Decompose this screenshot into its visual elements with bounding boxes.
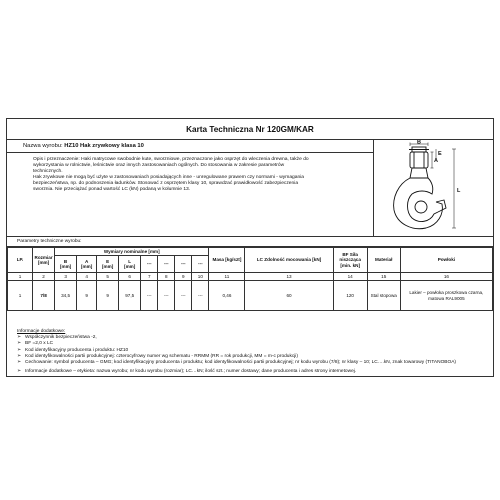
hook-drawing <box>374 140 493 237</box>
col-number: 6 <box>119 273 141 281</box>
header-rozmiar: Rozmiar [mm] <box>33 248 55 273</box>
dim-label-l: L <box>457 188 461 194</box>
col-number: 7 <box>141 273 158 281</box>
header-dim: --- <box>158 256 175 273</box>
product-name-label: Nazwa wyrobu: <box>23 143 63 149</box>
params-title: Parametry techniczne wyrobu: <box>7 237 493 247</box>
cell-dim: 97,5 <box>119 281 141 311</box>
cell-rozmiar: 7/8 <box>33 281 55 311</box>
bullet-arrow-icon: ➢ <box>17 360 22 366</box>
description-line: Opis i przeznaczenie: Haki matrycowe swobodnie kute, sworzniowe, przeznaczone jako osprzęt do wleczenia drewna, także do <box>33 157 309 162</box>
col-number: 14 <box>333 273 367 281</box>
cell-bf: 120 <box>333 281 367 311</box>
col-number: 13 <box>245 273 333 281</box>
table-row <box>8 281 493 311</box>
col-number: 1 <box>8 273 33 281</box>
list-item: ➢ BF =2,0 x LC <box>17 341 54 347</box>
header-lc: LC Zdolność mocowania [kN] <box>245 248 333 273</box>
col-number: 16 <box>400 273 492 281</box>
cell-lp: 1 <box>8 281 33 311</box>
bullet-arrow-icon: ➢ <box>17 369 22 375</box>
header-dim: A [mm] <box>77 256 97 273</box>
cell-material: Stal stopowa <box>367 281 400 311</box>
product-description <box>7 153 374 237</box>
hook-neck <box>410 168 428 178</box>
sheet-title: Karta Techniczna Nr 120GM/KAR <box>7 119 493 140</box>
header-masa: Masa [kg/szt] <box>209 248 245 273</box>
dim-label-e: E <box>438 151 442 157</box>
description-line: technicznych. <box>33 168 63 174</box>
col-number: 10 <box>192 273 209 281</box>
notes-heading: Informacje dodatkowe: <box>17 329 66 334</box>
hook-clevis <box>410 152 428 168</box>
product-name: HZ10 Hak zrywkowy klasa 10 <box>64 143 144 149</box>
col-number: 4 <box>77 273 97 281</box>
header-powloki: Powłoki <box>400 248 492 273</box>
cell-dim: --- <box>175 281 192 311</box>
header-wymiary: Wymiary nominalne [mm] <box>55 248 209 256</box>
description-line: sworznia. Nie przeciążać ponad wartość LC (kN) podaną w kolumnie 13. <box>33 186 191 192</box>
cell-dim: 34,5 <box>55 281 77 311</box>
col-number: 3 <box>55 273 77 281</box>
cell-dim: --- <box>192 281 209 311</box>
col-number: 15 <box>367 273 400 281</box>
cell-powloki: Lakier – powłoka proszkowa czarna, matowa RAL9005 <box>400 281 492 311</box>
hook-drawing-svg <box>374 140 493 237</box>
col-number: 9 <box>175 273 192 281</box>
list-item: ➢ Kod identyfikowalności partii produkcyjnej: czterocyfrowy numer wg schematu - RRMM (RR = rok produkcji, MM = m-c produkcji) <box>17 353 298 359</box>
header-lp: LP. <box>8 248 33 273</box>
header-dim: --- <box>175 256 192 273</box>
header-dim: --- <box>141 256 158 273</box>
bullet-arrow-icon: ➢ <box>17 347 22 353</box>
list-item: ➢ Cechowanie: symbol producenta – GMG; kod identyfikacyjny producenta i produktu; kod identyfikowalności partii produkcyjnej; nr kodu wyrobu (7/8); nr klasy – 10; LC….kN, znak towarowy (TITANOBOA) <box>17 360 457 366</box>
cell-lc: 60 <box>245 281 333 311</box>
additional-info <box>7 329 493 375</box>
cell-dim: --- <box>158 281 175 311</box>
header-dim: L [mm] <box>119 256 141 273</box>
col-number: 2 <box>33 273 55 281</box>
bullet-arrow-icon: ➢ <box>17 341 22 347</box>
bullet-arrow-icon: ➢ <box>17 353 22 359</box>
description-line: wykorzystania w rolnictwie, leśnictwie oraz innych zastosowaniach ogólnych. Do stosowania w zakresie parametrów <box>33 162 285 168</box>
cell-dim: 9 <box>77 281 97 311</box>
header-bf: BF Siła niszcząca [min. kN] <box>333 248 367 273</box>
product-name-row <box>7 140 374 153</box>
description-line: bezpieczeństwa, np. do podnoszenia ładunków. Stosować z osprzętem klasy 10, sprawdzać prawidłowość zabezpieczenia <box>33 180 299 186</box>
header-dim: E [mm] <box>97 256 119 273</box>
params-table <box>7 247 493 311</box>
col-number: 8 <box>158 273 175 281</box>
technical-sheet <box>6 118 494 377</box>
col-number: 5 <box>97 273 119 281</box>
dim-label-a: A <box>434 158 438 164</box>
header-dim: B [mm] <box>55 256 77 273</box>
list-item: ➢ Informacje dodatkowe – etykieta: nazwa wyrobu; nr kodu wyrobu (rozmiar); LC…kN; ilość szt.; numer dostawy; dane producenta i adres strony internetowej. <box>17 369 357 375</box>
list-item: ➢ Kod identyfikacyjny producenta i produktu: HZ10 <box>17 347 129 353</box>
description-line: Hak zrywkowe nie mogą być użyte w zastosowaniach posiadających inne - unregulowane prawem czy normami - wymagania <box>33 174 305 180</box>
cell-masa: 0,46 <box>209 281 245 311</box>
bullet-arrow-icon: ➢ <box>17 335 22 341</box>
header-material: Materiał <box>367 248 400 273</box>
list-item: ➢ Współczynnik bezpieczeństwa -2, <box>17 335 97 341</box>
column-number-row <box>8 273 493 281</box>
col-number: 11 <box>209 273 245 281</box>
cell-dim: 9 <box>97 281 119 311</box>
dim-label-b: B <box>417 140 421 146</box>
header-dim: --- <box>192 256 209 273</box>
cell-dim: --- <box>141 281 158 311</box>
